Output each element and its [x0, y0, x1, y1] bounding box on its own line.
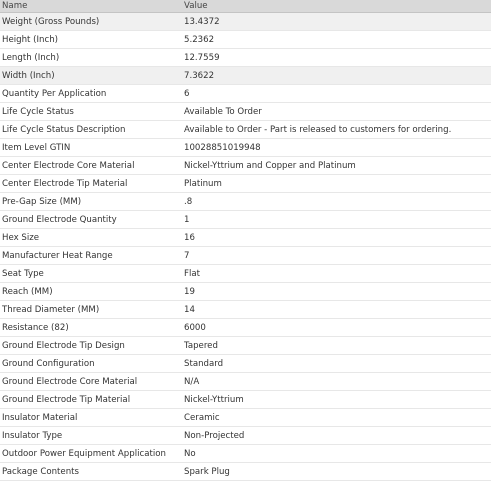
cell-value: Standard — [184, 358, 224, 369]
table-row[interactable] — [0, 319, 491, 337]
cell-value: Nickel-Yttrium — [184, 394, 244, 405]
cell-value: 12.7559 — [184, 52, 220, 63]
cell-value: 14 — [184, 304, 195, 315]
cell-value: 6000 — [184, 322, 206, 333]
cell-name: Reach (MM) — [2, 286, 53, 297]
cell-name: Ground Electrode Tip Material — [2, 394, 131, 405]
cell-name: Center Electrode Tip Material — [2, 178, 128, 189]
cell-name: Outdoor Power Equipment Application — [2, 448, 166, 459]
cell-name: Insulator Type — [2, 430, 63, 441]
table-row[interactable] — [0, 103, 491, 121]
table-row[interactable] — [0, 265, 491, 283]
cell-value: Available to Order - Part is released to customers for ordering. — [184, 124, 452, 135]
table-row[interactable] — [0, 193, 491, 211]
table-row[interactable] — [0, 31, 491, 49]
cell-value: Platinum — [184, 178, 222, 189]
table-row[interactable] — [0, 409, 491, 427]
cell-value: 7 — [184, 250, 190, 261]
table-row[interactable] — [0, 463, 491, 481]
cell-value: 5.2362 — [184, 34, 215, 45]
cell-value: 16 — [184, 232, 195, 243]
cell-value: 1 — [184, 214, 190, 225]
table-row[interactable] — [0, 211, 491, 229]
table-header — [0, 0, 491, 13]
table-body — [0, 13, 491, 481]
cell-name: Life Cycle Status — [2, 106, 74, 117]
table-row[interactable] — [0, 445, 491, 463]
cell-value: No — [184, 448, 196, 459]
cell-value: Flat — [184, 268, 200, 279]
cell-value: 10028851019948 — [184, 142, 261, 153]
cell-name: Resistance (82) — [2, 322, 69, 333]
cell-value: 6 — [184, 88, 190, 99]
cell-name: Quantity Per Application — [2, 88, 107, 99]
table-row[interactable] — [0, 301, 491, 319]
table-row[interactable] — [0, 175, 491, 193]
column-header-value[interactable]: Value — [184, 1, 208, 11]
cell-value: .8 — [184, 196, 193, 207]
table-row[interactable] — [0, 427, 491, 445]
cell-value: 19 — [184, 286, 195, 297]
table-row[interactable] — [0, 139, 491, 157]
cell-name: Hex Size — [2, 232, 40, 243]
cell-value: Available To Order — [184, 106, 262, 117]
cell-name: Center Electrode Core Material — [2, 160, 135, 171]
cell-name: Ground Electrode Tip Design — [2, 340, 125, 351]
cell-name: Ground Configuration — [2, 358, 95, 369]
table-row[interactable] — [0, 355, 491, 373]
table-row[interactable] — [0, 67, 491, 85]
cell-value: Nickel-Yttrium and Copper and Platinum — [184, 160, 356, 171]
cell-value: N/A — [184, 376, 200, 387]
column-header-name[interactable]: Name — [2, 1, 28, 11]
cell-name: Length (Inch) — [2, 52, 60, 63]
table-row[interactable] — [0, 121, 491, 139]
cell-name: Pre-Gap Size (MM) — [2, 196, 82, 207]
cell-name: Ground Electrode Core Material — [2, 376, 138, 387]
cell-name: Insulator Material — [2, 412, 78, 423]
cell-value: Spark Plug — [184, 466, 230, 477]
cell-name: Package Contents — [2, 466, 80, 477]
cell-name: Thread Diameter (MM) — [2, 304, 100, 315]
cell-value: Tapered — [184, 340, 218, 351]
table-row[interactable] — [0, 13, 491, 31]
table-row[interactable] — [0, 229, 491, 247]
cell-name: Weight (Gross Pounds) — [2, 16, 100, 27]
cell-value: Ceramic — [184, 412, 220, 423]
table-row[interactable] — [0, 49, 491, 67]
cell-name: Manufacturer Heat Range — [2, 250, 113, 261]
cell-name: Life Cycle Status Description — [2, 124, 126, 135]
cell-name: Seat Type — [2, 268, 44, 279]
table-row[interactable] — [0, 391, 491, 409]
table-row[interactable] — [0, 157, 491, 175]
cell-value: 13.4372 — [184, 16, 220, 27]
table-row[interactable] — [0, 247, 491, 265]
table-row[interactable] — [0, 283, 491, 301]
cell-name: Ground Electrode Quantity — [2, 214, 117, 225]
cell-name: Item Level GTIN — [2, 142, 71, 153]
cell-name: Width (Inch) — [2, 70, 55, 81]
cell-name: Height (Inch) — [2, 34, 58, 45]
table-row[interactable] — [0, 373, 491, 391]
table-row[interactable] — [0, 337, 491, 355]
table-row[interactable] — [0, 85, 491, 103]
cell-value: Non-Projected — [184, 430, 245, 441]
cell-value: 7.3622 — [184, 70, 215, 81]
